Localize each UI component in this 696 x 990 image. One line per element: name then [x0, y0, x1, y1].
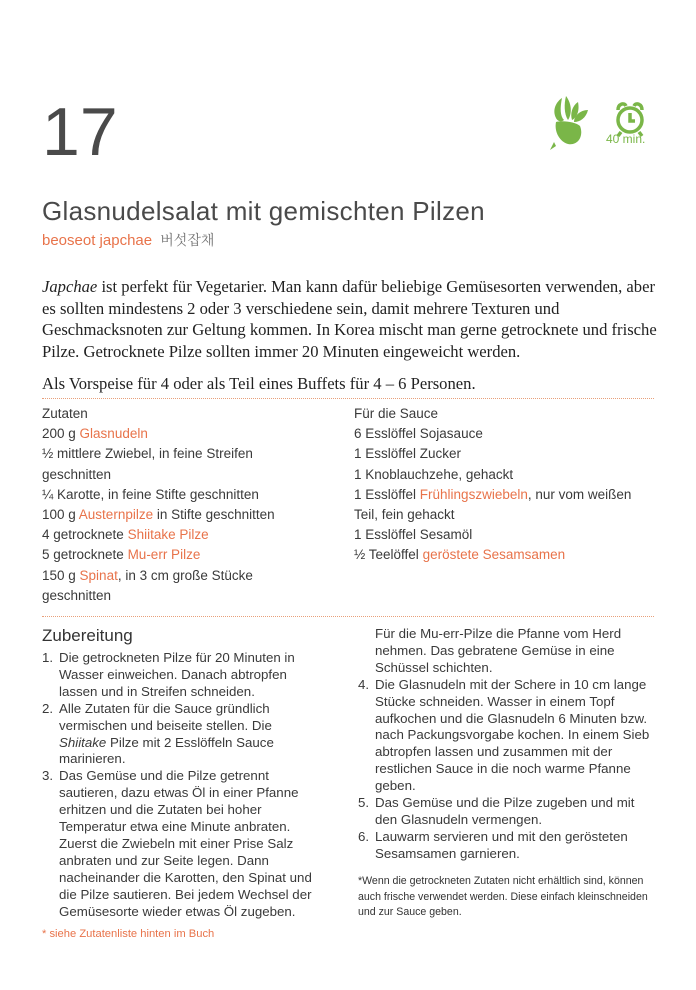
ingredients-heading: Zutaten [42, 406, 88, 421]
intro-italic: Japchae [42, 277, 98, 296]
ingredient-line: ½ mittlere Zwiebel, in feine Streifen [42, 446, 253, 462]
ingredient-line: ¼ Karotte, in feine Stifte geschnitten [42, 486, 259, 502]
recipe-title: Glasnudelsalat mit gemischten Pilzen [42, 196, 485, 226]
sauce-list [354, 404, 664, 566]
subtitle-korean: 버섯잡채 [160, 232, 215, 248]
method-steps-right [358, 626, 654, 863]
divider-top [42, 398, 654, 399]
asterisk-note: * siehe Zutatenliste hinten im Buch [42, 928, 215, 940]
ingredient-line: 200 g Glasnudeln [42, 426, 148, 442]
method-heading: Zubereitung [42, 626, 133, 645]
sauce-line: 1 Esslöffel Frühlingszwiebeln, nur vom weißen [354, 486, 632, 502]
step-5: 5. Das Gemüse und die Pilze zugeben und mit den Glasnudeln vermengen. [358, 795, 635, 827]
ingredient-line: 5 getrocknete Mu-err Pilze [42, 547, 201, 563]
method-steps-left [42, 650, 322, 921]
ingredient-line: 4 getrocknete Shiitake Pilze [42, 527, 209, 543]
step-6: 6. Lauwarm servieren und mit den gerösteten Sesamsamen garnieren. [358, 828, 628, 861]
ingredient-line: 150 g Spinat, in 3 cm große Stücke [42, 567, 253, 583]
cooking-time: 40 min. [606, 132, 646, 146]
step-4: 4. Die Glasnudeln mit der Schere in 10 cm lange Stücke schneiden. Wasser in einem Topf aufkochen und die Glasnudeln 6 Minuten bzw. nach Packungsvorgabe kochen. In einem Sieb abtropfen lassen und zusammen mit der restlichen Sauce in die noch warme Pfanne geben. [358, 676, 650, 794]
recipe-number: 17 [42, 94, 118, 170]
ingredient-line: geschnitten [42, 466, 112, 482]
sauce-line: 1 Esslöffel Zucker [354, 446, 462, 462]
intro-text: ist perfekt für Vegetarier. Man kann dafür beliebige Gemüsesorten verwenden, aber es sollten mindestens 2 oder 3 verschiedene sein, damit mehrere Texturen und Geschmacksnoten zur Geltung kommen. In Korea mischt man gerne getrocknete und frische Pilze. Getrocknete Pilze sollten immer 20 Minuten eingeweicht werden. [42, 277, 657, 361]
intro-paragraph [42, 276, 662, 362]
step-1: 1. Die getrockneten Pilze für 20 Minuten in Wasser einweichen. Danach abtropfen lassen und in Streifen schneiden. [42, 650, 295, 699]
footnote: *Wenn die getrockneten Zutaten nicht erhältlich sind, können auch frische verwendet werden. Diese einfach kleinschneiden und zur Sauce geben. [358, 875, 648, 918]
sauce-line: 6 Esslöffel Sojasauce [354, 426, 483, 442]
step-3: 3. Das Gemüse und die Pilze getrennt sautieren, dazu etwas Öl in einer Pfanne erhitzen und die Zutaten bei hoher Temperatur etwa eine Minute anbraten. Zuerst die Zwiebeln mit einer Prise Salz anbraten und zur Seite legen. Dann nacheinander die Karotten, den Spinat und die Pilze sautieren. Bei jedem Wechsel der Gemüsesorte wieder etwas Öl zugeben. [42, 768, 312, 919]
ingredient-line: 100 g Austernpilze in Stifte geschnitten [42, 507, 275, 523]
subtitle-latin: beoseot japchae [42, 232, 153, 249]
sauce-line: ½ Teelöffel geröstete Sesamsamen [354, 547, 566, 563]
sauce-line: 1 Esslöffel Sesamöl [354, 527, 473, 543]
step-2: 2. Alle Zutaten für die Sauce gründlich vermischen und beiseite stellen. Die Shiitake Pilze mit 2 Esslöffeln Sauce marinieren. [42, 700, 274, 767]
sauce-line: 1 Knoblauchzehe, gehackt [354, 466, 514, 482]
recipe-subtitle [42, 230, 214, 250]
vegetable-icon [550, 96, 588, 150]
step-3-continued: Für die Mu-err-Pilze die Pfanne vom Herd nehmen. Das gebratene Gemüse in eine Schüssel schichten. [375, 626, 622, 675]
ingredients-list [42, 404, 342, 606]
sauce-heading: Für die Sauce [354, 406, 439, 421]
divider-bottom [42, 616, 654, 617]
sauce-line: Teil, fein gehackt [354, 507, 455, 523]
ingredient-line: geschnitten [42, 587, 112, 603]
serving-info: Als Vorspeise für 4 oder als Teil eines Buffets für 4 – 6 Personen. [42, 374, 476, 393]
